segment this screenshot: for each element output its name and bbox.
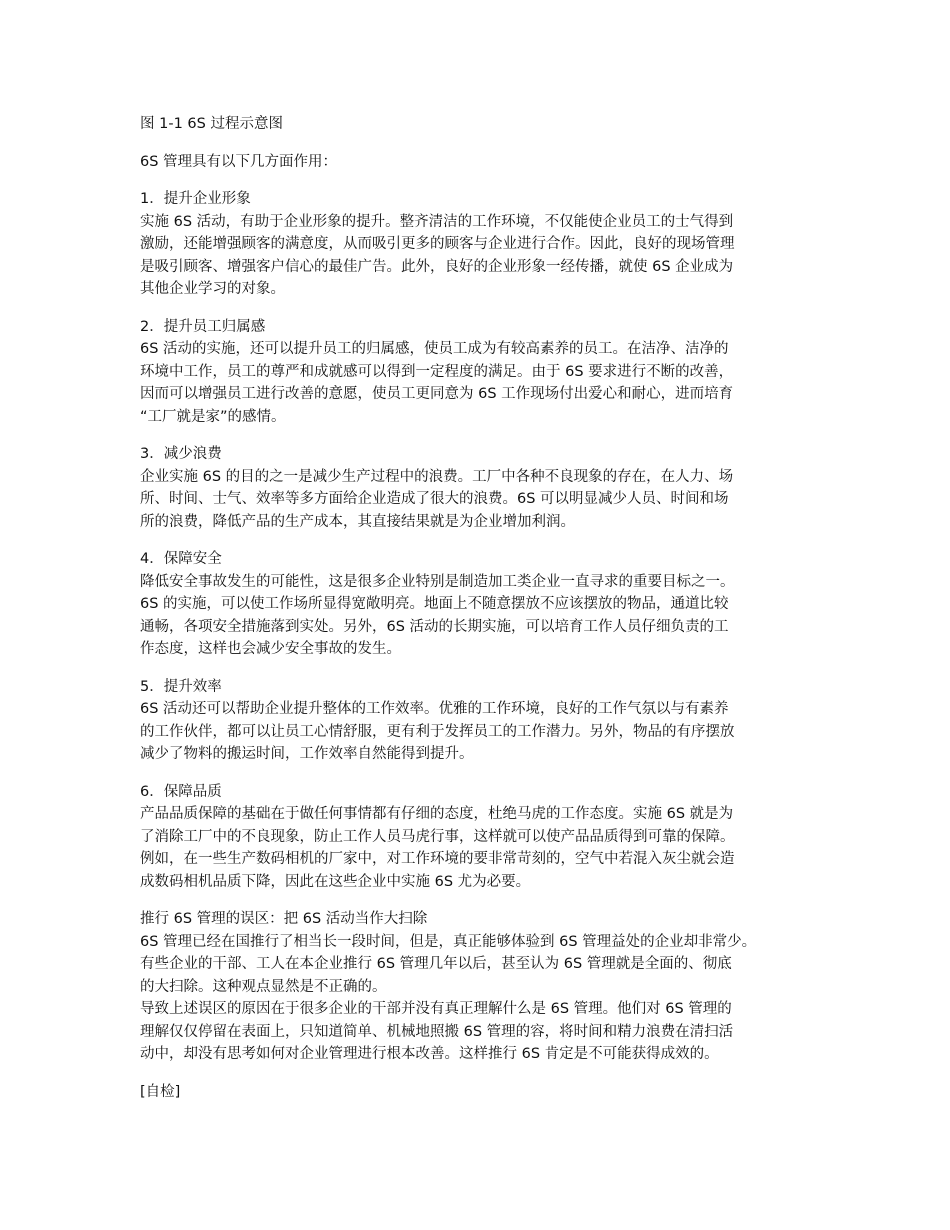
paragraph-line: 作态度，这样也会减少安全事故的发生。 — [140, 641, 401, 657]
paragraph-line: 的工作伙伴，都可以让员工心情舒服，更有利于发挥员工的工作潜力。另外，物品的有序摆放 — [140, 723, 735, 740]
spacer — [140, 136, 830, 151]
section-4 — [140, 548, 830, 661]
section-1 — [140, 188, 830, 301]
paragraph-line: 6S 活动还可以帮助企业提升整体的工作效率。优雅的工作环境，良好的工作气氛以与有素养 — [140, 701, 729, 717]
paragraph-line: 例如，在一些生产数码相机的厂家中，对工作环境的要非常苛刻的，空气中若混入灰尘就会造 — [140, 851, 735, 867]
paragraph-line: 了消除工厂中的不良现象，防止工作人员马虎行事，这样就可以使产品品质得到可靠的保障。 — [140, 828, 735, 845]
spacer — [140, 173, 830, 188]
paragraph-line: 所的浪费，降低产品的生产成本，其直接结果就是为企业增加利润。 — [140, 513, 575, 530]
spacer — [140, 893, 830, 908]
paragraph-line: 6S 管理已经在国推行了相当长一段时间，但是，真正能够体验到 6S 管理益处的企业却非常少。 — [140, 933, 757, 950]
paragraph-line: 产品品质保障的基础在于做任何事情都有仔细的态度，杜绝马虎的工作态度。实施 6S 就是为 — [140, 806, 734, 822]
spacer — [140, 766, 830, 781]
paragraph-line: 其他企业学习的对象。 — [140, 281, 285, 297]
paragraph-line: 降低安全事故发生的可能性，这是很多企业特别是制造加工类企业一直寻求的重要目标之一。 — [140, 573, 735, 590]
paragraph-line: 6S 活动的实施，还可以提升员工的归属感，使员工成为有较高素养的员工。在洁净、洁净的 — [140, 341, 729, 357]
spacer — [140, 428, 830, 443]
paragraph-line: 理解仅仅停留在表面上，只知道简单、机械地照搬 6S 管理的容，将时间和精力浪费在清扫活 — [140, 1023, 734, 1040]
document-page — [140, 113, 830, 1103]
paragraph-line: 动中，却没有思考如何对企业管理进行根本改善。这样推行 6S 肯定是不可能获得成效的。 — [140, 1046, 719, 1062]
section-heading: 2．提升员工归属感 — [140, 318, 266, 335]
section-misconception — [140, 908, 830, 1066]
section-heading: 4．保障安全 — [140, 551, 222, 567]
intro-text: 6S 管理具有以下几方面作用： — [140, 153, 338, 170]
paragraph-line: 环境中工作，员工的尊严和成就感可以得到一定程度的满足。由于 6S 要求进行不断的改善， — [140, 363, 734, 380]
paragraph-line: 是吸引顾客、增强客户信心的最佳广告。此外，良好的企业形象一经传播，就使 6S 企业成为 — [140, 258, 734, 275]
paragraph-line: 企业实施 6S 的目的之一是减少生产过程中的浪费。工厂中各种不良现象的存在，在人力、场 — [140, 468, 734, 485]
section-heading: 5．提升效率 — [140, 678, 222, 695]
figure-caption: 图 1-1 6S 过程示意图 — [140, 116, 283, 132]
spacer — [140, 533, 830, 548]
paragraph-line: “工厂就是家”的感情。 — [140, 408, 286, 425]
section-heading: 3．减少浪费 — [140, 446, 222, 462]
paragraph-line: 的大扫除。这种观点显然是不正确的。 — [140, 978, 387, 995]
paragraph-line: 因而可以增强员工进行改善的意愿，使员工更同意为 6S 工作现场付出爱心和耐心，进而培育 — [140, 386, 734, 402]
paragraph-line: 有些企业的干部、工人在本企业推行 6S 管理几年以后，甚至认为 6S 管理就是全面的、彻底 — [140, 956, 732, 972]
paragraph-line: 激励，还能增强顾客的满意度，从而吸引更多的顾客与企业进行合作。因此，良好的现场管理 — [140, 236, 735, 252]
paragraph-line: 减少了物料的搬运时间，工作效率自然能得到提升。 — [140, 746, 474, 762]
paragraph-line: 导致上述误区的原因在于很多企业的干部并没有真正理解什么是 6S 管理。他们对 6S 管理的 — [140, 1001, 732, 1017]
self-check-tag: [自检] — [140, 1083, 181, 1100]
spacer — [140, 1066, 830, 1081]
section-6 — [140, 781, 830, 894]
spacer — [140, 661, 830, 676]
paragraph-line: 通畅，各项安全措施落到实处。另外，6S 活动的长期实施，可以培育工作人员仔细负责的工 — [140, 618, 729, 635]
section-heading: 6．保障品质 — [140, 783, 222, 800]
spacer — [140, 301, 830, 316]
section-2 — [140, 316, 830, 429]
section-5 — [140, 676, 830, 766]
section-heading: 1．提升企业形象 — [140, 191, 251, 207]
paragraph-line: 成数码相机品质下降，因此在这些企业中实施 6S 尤为必要。 — [140, 873, 531, 890]
section-heading: 推行 6S 管理的误区：把 6S 活动当作大扫除 — [140, 911, 428, 927]
paragraph-line: 实施 6S 活动，有助于企业形象的提升。整齐清洁的工作环境，不仅能使企业员工的士气得到 — [140, 213, 734, 230]
paragraph-line: 所、时间、士气、效率等多方面给企业造成了很大的浪费。6S 可以明显减少人员、时间和场 — [140, 491, 729, 507]
section-3 — [140, 443, 830, 533]
paragraph-line: 6S 的实施，可以使工作场所显得宽敞明亮。地面上不随意摆放不应该摆放的物品，通道比较 — [140, 596, 729, 612]
